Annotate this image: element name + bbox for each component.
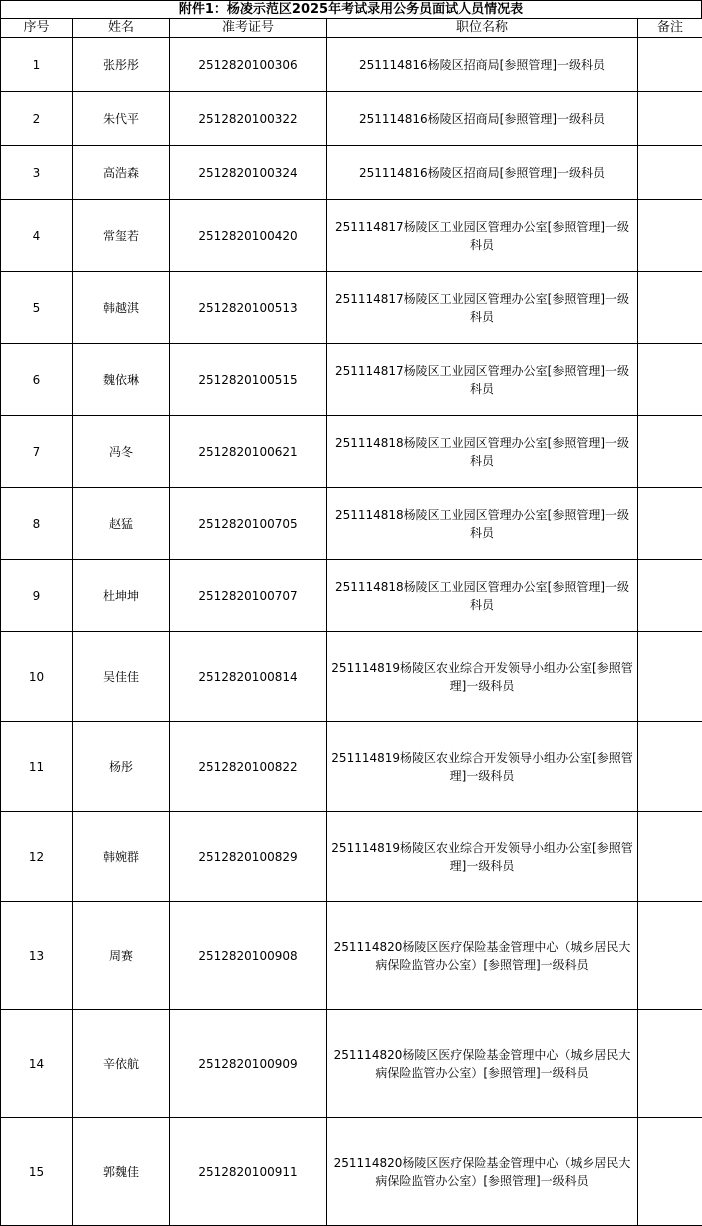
cell-ticket: 2512820100707	[170, 560, 327, 632]
table-row	[1, 92, 702, 146]
document-title: 附件1：杨凌示范区2025年考试录用公务员面试人员情况表	[0, 0, 702, 18]
cell-position: 251114816杨陵区招商局[参照管理]一级科员	[327, 38, 638, 92]
header-seq: 序号	[1, 19, 73, 38]
cell-seq: 5	[1, 272, 73, 344]
cell-seq: 15	[1, 1118, 73, 1226]
cell-position: 251114818杨陵区工业园区管理办公室[参照管理]一级科员	[327, 560, 638, 632]
cell-position: 251114820杨陵区医疗保险基金管理中心（城乡居民大病保险监管办公室）[参照管理]一级科员	[327, 1010, 638, 1118]
table-row	[1, 272, 702, 344]
header-ticket: 准考证号	[170, 19, 327, 38]
table-row	[1, 902, 702, 1010]
cell-position: 251114819杨陵区农业综合开发领导小组办公室[参照管理]一级科员	[327, 722, 638, 812]
cell-name: 张彤彤	[73, 38, 170, 92]
cell-ticket: 2512820100829	[170, 812, 327, 902]
table-row	[1, 560, 702, 632]
cell-name: 常玺若	[73, 200, 170, 272]
cell-remark	[638, 560, 702, 632]
table-header-row	[1, 19, 702, 38]
table-row	[1, 812, 702, 902]
cell-seq: 10	[1, 632, 73, 722]
cell-name: 吴佳佳	[73, 632, 170, 722]
cell-ticket: 2512820100814	[170, 632, 327, 722]
cell-ticket: 2512820100515	[170, 344, 327, 416]
cell-seq: 12	[1, 812, 73, 902]
cell-name: 杨彤	[73, 722, 170, 812]
cell-ticket: 2512820100822	[170, 722, 327, 812]
cell-remark	[638, 488, 702, 560]
cell-name: 魏依琳	[73, 344, 170, 416]
cell-ticket: 2512820100705	[170, 488, 327, 560]
table-row	[1, 1118, 702, 1226]
cell-name: 杜坤坤	[73, 560, 170, 632]
cell-name: 赵猛	[73, 488, 170, 560]
cell-remark	[638, 1010, 702, 1118]
cell-ticket: 2512820100908	[170, 902, 327, 1010]
cell-name: 冯冬	[73, 416, 170, 488]
cell-remark	[638, 1118, 702, 1226]
cell-position: 251114817杨陵区工业园区管理办公室[参照管理]一级科员	[327, 200, 638, 272]
cell-remark	[638, 200, 702, 272]
cell-remark	[638, 902, 702, 1010]
table-row	[1, 200, 702, 272]
cell-ticket: 2512820100306	[170, 38, 327, 92]
cell-seq: 13	[1, 902, 73, 1010]
cell-seq: 8	[1, 488, 73, 560]
table-row	[1, 146, 702, 200]
cell-ticket: 2512820100911	[170, 1118, 327, 1226]
cell-remark	[638, 272, 702, 344]
cell-ticket: 2512820100322	[170, 92, 327, 146]
cell-name: 韩越淇	[73, 272, 170, 344]
table-row	[1, 344, 702, 416]
cell-seq: 2	[1, 92, 73, 146]
cell-name: 郭魏佳	[73, 1118, 170, 1226]
cell-ticket: 2512820100420	[170, 200, 327, 272]
cell-position: 251114818杨陵区工业园区管理办公室[参照管理]一级科员	[327, 416, 638, 488]
cell-remark	[638, 416, 702, 488]
table-row	[1, 38, 702, 92]
cell-position: 251114820杨陵区医疗保险基金管理中心（城乡居民大病保险监管办公室）[参照管理]一级科员	[327, 902, 638, 1010]
table-row	[1, 722, 702, 812]
cell-seq: 6	[1, 344, 73, 416]
cell-position: 251114819杨陵区农业综合开发领导小组办公室[参照管理]一级科员	[327, 812, 638, 902]
cell-seq: 9	[1, 560, 73, 632]
cell-position: 251114816杨陵区招商局[参照管理]一级科员	[327, 146, 638, 200]
cell-name: 周赛	[73, 902, 170, 1010]
cell-position: 251114819杨陵区农业综合开发领导小组办公室[参照管理]一级科员	[327, 632, 638, 722]
cell-remark	[638, 344, 702, 416]
cell-remark	[638, 632, 702, 722]
cell-remark	[638, 722, 702, 812]
cell-ticket: 2512820100513	[170, 272, 327, 344]
cell-position: 251114816杨陵区招商局[参照管理]一级科员	[327, 92, 638, 146]
cell-name: 辛依航	[73, 1010, 170, 1118]
interview-table	[0, 18, 702, 1226]
cell-seq: 7	[1, 416, 73, 488]
cell-name: 朱代平	[73, 92, 170, 146]
cell-position: 251114817杨陵区工业园区管理办公室[参照管理]一级科员	[327, 344, 638, 416]
table-row	[1, 488, 702, 560]
header-position: 职位名称	[327, 19, 638, 38]
cell-seq: 11	[1, 722, 73, 812]
table-row	[1, 632, 702, 722]
cell-remark	[638, 146, 702, 200]
cell-seq: 4	[1, 200, 73, 272]
header-name: 姓名	[73, 19, 170, 38]
table-row	[1, 1010, 702, 1118]
cell-name: 高浩森	[73, 146, 170, 200]
cell-remark	[638, 812, 702, 902]
cell-seq: 1	[1, 38, 73, 92]
cell-position: 251114820杨陵区医疗保险基金管理中心（城乡居民大病保险监管办公室）[参照管理]一级科员	[327, 1118, 638, 1226]
cell-seq: 14	[1, 1010, 73, 1118]
table-row	[1, 416, 702, 488]
cell-ticket: 2512820100909	[170, 1010, 327, 1118]
cell-remark	[638, 38, 702, 92]
cell-ticket: 2512820100324	[170, 146, 327, 200]
cell-ticket: 2512820100621	[170, 416, 327, 488]
cell-position: 251114817杨陵区工业园区管理办公室[参照管理]一级科员	[327, 272, 638, 344]
header-remark: 备注	[638, 19, 702, 38]
cell-position: 251114818杨陵区工业园区管理办公室[参照管理]一级科员	[327, 488, 638, 560]
cell-name: 韩婉群	[73, 812, 170, 902]
cell-seq: 3	[1, 146, 73, 200]
cell-remark	[638, 92, 702, 146]
